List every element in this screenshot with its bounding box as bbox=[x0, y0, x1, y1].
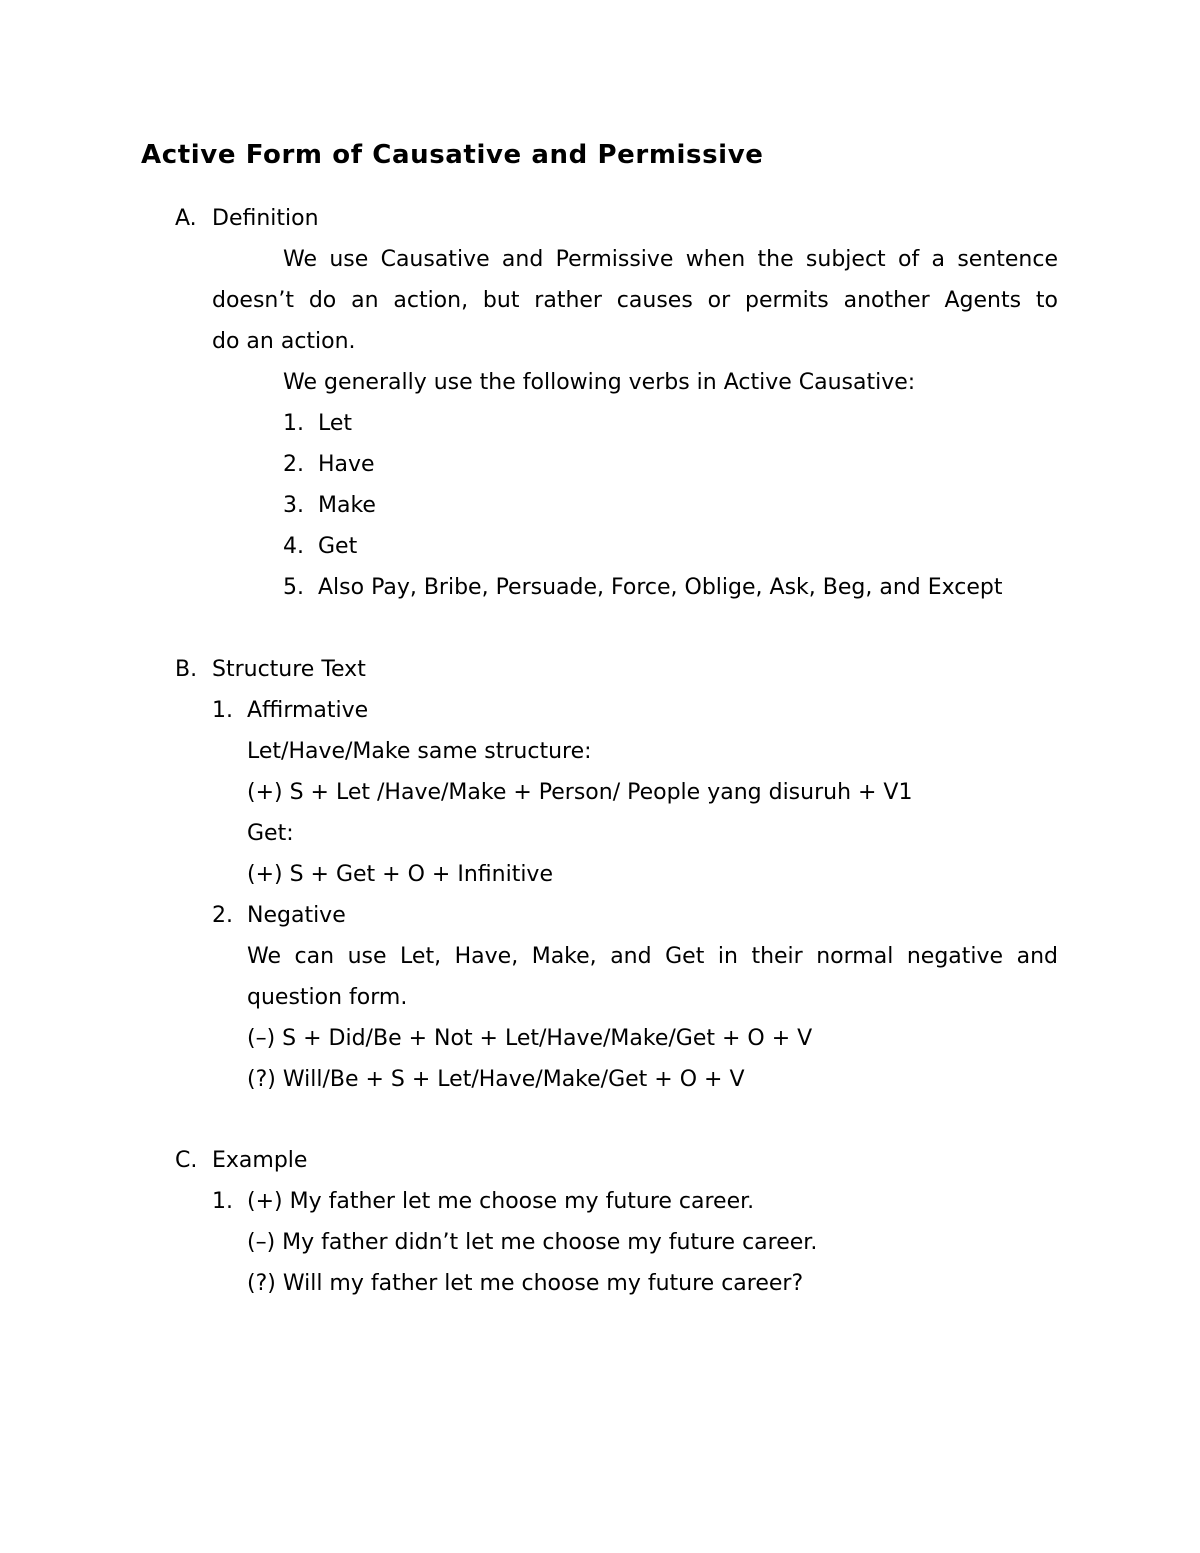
affirmative-heading: Affirmative bbox=[247, 698, 369, 723]
verb-number: 1. bbox=[283, 411, 304, 436]
negative-line-2: question form. bbox=[247, 985, 408, 1010]
example-question: (?) Will my father let me choose my future career? bbox=[247, 1271, 804, 1296]
section-a-marker: A. bbox=[175, 206, 197, 231]
affirmative-formula-2: (+) S + Get + O + Infinitive bbox=[247, 862, 553, 887]
section-c-heading: Example bbox=[212, 1148, 308, 1173]
verb-number: 4. bbox=[283, 534, 304, 559]
section-b-marker: B. bbox=[175, 657, 198, 682]
example-number: 1. bbox=[212, 1189, 233, 1214]
definition-line-3: do an action. bbox=[212, 329, 356, 354]
question-formula: (?) Will/Be + S + Let/Have/Make/Get + O + V bbox=[247, 1067, 745, 1092]
verb-item: Also Pay, Bribe, Persuade, Force, Oblige, Ask, Beg, and Except bbox=[318, 575, 1003, 600]
section-c-marker: C. bbox=[175, 1148, 198, 1173]
section-a-heading: Definition bbox=[212, 206, 319, 231]
verb-number: 5. bbox=[283, 575, 304, 600]
affirmative-formula-1: (+) S + Let /Have/Make + Person/ People yang disuruh + V1 bbox=[247, 780, 913, 805]
example-positive: (+) My father let me choose my future career. bbox=[247, 1189, 755, 1214]
verb-item: Let bbox=[318, 411, 353, 436]
verb-item: Make bbox=[318, 493, 376, 518]
verb-item: Have bbox=[318, 452, 375, 477]
section-b-heading: Structure Text bbox=[212, 657, 366, 682]
affirmative-number: 1. bbox=[212, 698, 233, 723]
document-title: Active Form of Causative and Permissive bbox=[141, 140, 764, 170]
negative-formula: (–) S + Did/Be + Not + Let/Have/Make/Get + O + V bbox=[247, 1026, 813, 1051]
verb-number: 2. bbox=[283, 452, 304, 477]
affirmative-line-3: Get: bbox=[247, 821, 294, 846]
negative-line-1: We can use Let, Have, Make, and Get in their normal negative and bbox=[247, 944, 1058, 969]
negative-number: 2. bbox=[212, 903, 233, 928]
example-negative: (–) My father didn’t let me choose my future career. bbox=[247, 1230, 818, 1255]
definition-line-1: We use Causative and Permissive when the subject of a sentence bbox=[283, 247, 1058, 272]
verb-item: Get bbox=[318, 534, 358, 559]
verbs-intro: We generally use the following verbs in Active Causative: bbox=[283, 370, 916, 395]
affirmative-line-1: Let/Have/Make same structure: bbox=[247, 739, 592, 764]
definition-line-2: doesn’t do an action, but rather causes or permits another Agents to bbox=[212, 288, 1058, 313]
negative-heading: Negative bbox=[247, 903, 346, 928]
verb-number: 3. bbox=[283, 493, 304, 518]
